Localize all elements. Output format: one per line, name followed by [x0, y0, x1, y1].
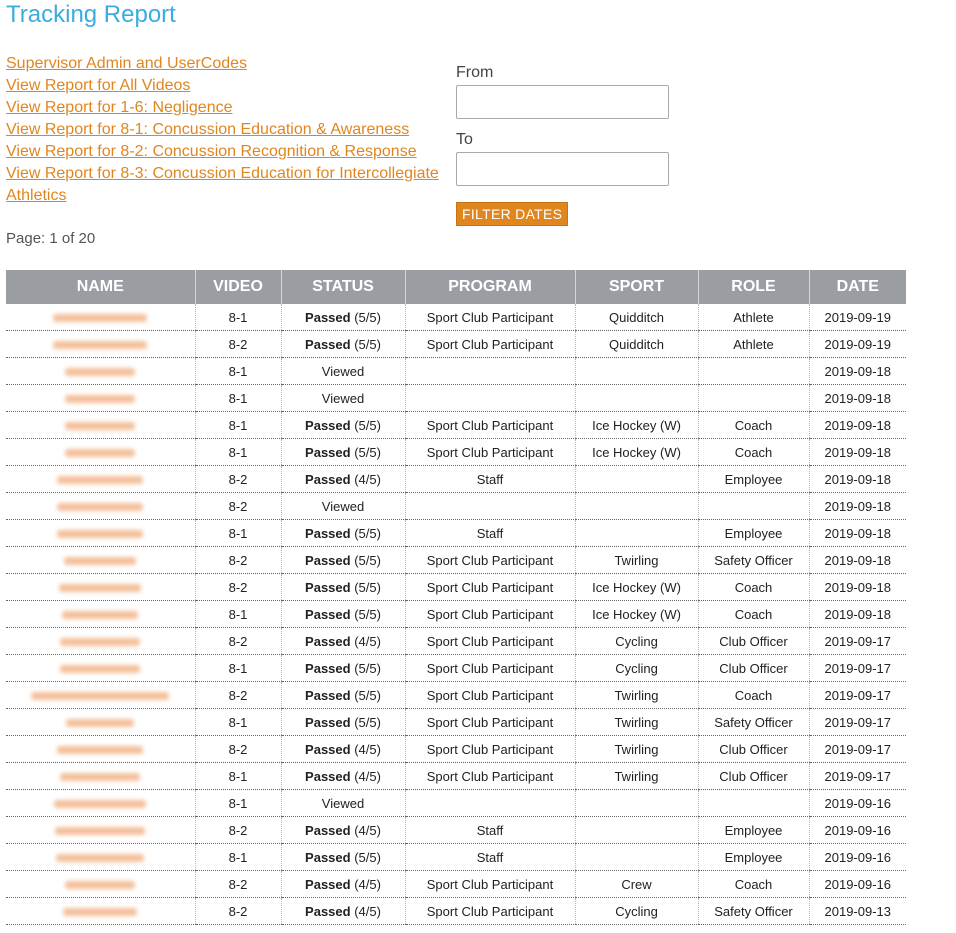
cell-status	[281, 790, 405, 817]
table-row	[6, 412, 906, 439]
blurred-name	[53, 314, 147, 322]
status-text: Passed	[305, 768, 351, 784]
cell-program: Sport Club Participant	[405, 439, 575, 466]
cell-sport: Ice Hockey (W)	[575, 601, 698, 628]
cell-program	[405, 790, 575, 817]
cell-sport	[575, 817, 698, 844]
cell-status	[281, 763, 405, 790]
cell-date: 2019-09-18	[809, 412, 906, 439]
cell-sport: Ice Hockey (W)	[575, 439, 698, 466]
blurred-name	[57, 530, 143, 538]
cell-date: 2019-09-18	[809, 385, 906, 412]
table-row	[6, 790, 906, 817]
status-score: (4/5)	[354, 903, 381, 919]
status-score: (5/5)	[354, 336, 381, 352]
table-row	[6, 493, 906, 520]
table-body	[6, 304, 906, 925]
cell-program: Staff	[405, 817, 575, 844]
status-text: Viewed	[321, 363, 365, 379]
cell-program: Sport Club Participant	[405, 412, 575, 439]
col-header-role[interactable]: ROLE	[698, 270, 809, 304]
cell-date: 2019-09-17	[809, 736, 906, 763]
table-row	[6, 763, 906, 790]
status-score: (5/5)	[354, 606, 381, 622]
cell-video: 8-1	[195, 844, 281, 871]
table-row	[6, 520, 906, 547]
cell-date: 2019-09-17	[809, 628, 906, 655]
status-score: (5/5)	[354, 579, 381, 595]
cell-role: Coach	[698, 439, 809, 466]
cell-video: 8-1	[195, 439, 281, 466]
cell-date: 2019-09-19	[809, 331, 906, 358]
cell-sport: Twirling	[575, 547, 698, 574]
cell-name[interactable]	[6, 763, 195, 790]
cell-name[interactable]	[6, 412, 195, 439]
to-label: To	[456, 131, 473, 148]
cell-date: 2019-09-19	[809, 304, 906, 331]
tracking-table	[6, 270, 906, 925]
cell-sport	[575, 520, 698, 547]
cell-role: Employee	[698, 817, 809, 844]
cell-role: Athlete	[698, 331, 809, 358]
cell-status	[281, 331, 405, 358]
cell-video: 8-2	[195, 682, 281, 709]
cell-date: 2019-09-17	[809, 655, 906, 682]
cell-name[interactable]	[6, 709, 195, 736]
cell-role: Coach	[698, 871, 809, 898]
status-text: Passed	[305, 822, 351, 838]
blurred-name	[54, 800, 146, 808]
cell-status	[281, 682, 405, 709]
cell-name[interactable]	[6, 331, 195, 358]
cell-status	[281, 493, 405, 520]
col-header-program[interactable]: PROGRAM	[405, 270, 575, 304]
status-text: Passed	[305, 687, 351, 703]
report-links	[6, 53, 446, 207]
page-title: Tracking Report	[6, 1, 176, 28]
cell-program: Sport Club Participant	[405, 304, 575, 331]
status-text: Passed	[305, 741, 351, 757]
cell-video: 8-1	[195, 520, 281, 547]
cell-role: Athlete	[698, 304, 809, 331]
cell-program: Sport Club Participant	[405, 547, 575, 574]
status-score: (5/5)	[354, 714, 381, 730]
cell-date: 2019-09-16	[809, 871, 906, 898]
cell-status	[281, 574, 405, 601]
status-score: (5/5)	[354, 444, 381, 460]
date-filter-form	[456, 63, 676, 226]
status-text: Passed	[305, 336, 351, 352]
cell-name[interactable]	[6, 601, 195, 628]
blurred-name	[65, 395, 135, 403]
status-text: Viewed	[321, 795, 365, 811]
cell-sport: Twirling	[575, 736, 698, 763]
cell-role	[698, 385, 809, 412]
cell-program: Staff	[405, 466, 575, 493]
cell-status	[281, 520, 405, 547]
cell-sport: Cycling	[575, 628, 698, 655]
cell-name[interactable]	[6, 844, 195, 871]
cell-program: Sport Club Participant	[405, 898, 575, 925]
link-report-8-1[interactable]: View Report for 8-1: Concussion Education & Awareness	[6, 121, 410, 138]
blurred-name	[53, 341, 147, 349]
cell-role: Employee	[698, 844, 809, 871]
cell-program: Sport Club Participant	[405, 628, 575, 655]
table-row	[6, 574, 906, 601]
status-score: (4/5)	[354, 633, 381, 649]
cell-date: 2019-09-17	[809, 709, 906, 736]
link-report-1-6[interactable]: View Report for 1-6: Negligence	[6, 99, 233, 116]
cell-status	[281, 871, 405, 898]
cell-sport: Twirling	[575, 709, 698, 736]
table-row	[6, 601, 906, 628]
status-text: Passed	[305, 876, 351, 892]
cell-name[interactable]	[6, 790, 195, 817]
blurred-name	[65, 881, 135, 889]
status-score: (4/5)	[354, 822, 381, 838]
to-date-input[interactable]	[456, 152, 669, 186]
cell-role: Employee	[698, 466, 809, 493]
table-row	[6, 817, 906, 844]
cell-program: Sport Club Participant	[405, 601, 575, 628]
cell-status	[281, 709, 405, 736]
link-supervisor-admin[interactable]: Supervisor Admin and UserCodes	[6, 55, 248, 72]
cell-role: Coach	[698, 412, 809, 439]
cell-status	[281, 898, 405, 925]
table-row	[6, 844, 906, 871]
blurred-name	[57, 503, 143, 511]
cell-program: Sport Club Participant	[405, 736, 575, 763]
table-row	[6, 385, 906, 412]
col-header-date[interactable]: DATE	[809, 270, 906, 304]
cell-role: Employee	[698, 520, 809, 547]
cell-status	[281, 412, 405, 439]
cell-role: Safety Officer	[698, 709, 809, 736]
status-score: (4/5)	[354, 741, 381, 757]
cell-status	[281, 466, 405, 493]
cell-name[interactable]	[6, 898, 195, 925]
cell-date: 2019-09-13	[809, 898, 906, 925]
cell-sport	[575, 358, 698, 385]
cell-sport: Twirling	[575, 763, 698, 790]
cell-status	[281, 817, 405, 844]
blurred-name	[59, 584, 141, 592]
cell-program: Sport Club Participant	[405, 871, 575, 898]
table-row	[6, 547, 906, 574]
table-row	[6, 358, 906, 385]
status-text: Passed	[305, 606, 351, 622]
blurred-name	[56, 854, 144, 862]
cell-video: 8-2	[195, 574, 281, 601]
table-row	[6, 682, 906, 709]
cell-sport: Twirling	[575, 682, 698, 709]
cell-sport	[575, 790, 698, 817]
cell-name[interactable]	[6, 547, 195, 574]
cell-role: Club Officer	[698, 655, 809, 682]
cell-sport	[575, 466, 698, 493]
cell-video: 8-2	[195, 331, 281, 358]
status-text: Passed	[305, 849, 351, 865]
cell-status	[281, 547, 405, 574]
cell-role	[698, 493, 809, 520]
cell-status	[281, 385, 405, 412]
link-report-8-3[interactable]: View Report for 8-3: Concussion Education for Intercollegiate Athletics	[6, 165, 439, 204]
table-row	[6, 304, 906, 331]
blurred-name	[60, 638, 140, 646]
blurred-name	[63, 908, 137, 916]
cell-sport: Crew	[575, 871, 698, 898]
cell-role: Coach	[698, 574, 809, 601]
cell-video: 8-2	[195, 493, 281, 520]
link-report-all-videos[interactable]: View Report for All Videos	[6, 77, 191, 94]
status-text: Viewed	[321, 498, 365, 514]
blurred-name	[57, 746, 143, 754]
cell-date: 2019-09-18	[809, 574, 906, 601]
cell-status	[281, 844, 405, 871]
blurred-name	[60, 665, 140, 673]
cell-sport: Ice Hockey (W)	[575, 412, 698, 439]
cell-sport: Quidditch	[575, 304, 698, 331]
cell-program: Sport Club Participant	[405, 763, 575, 790]
status-score: (4/5)	[354, 768, 381, 784]
cell-date: 2019-09-18	[809, 439, 906, 466]
cell-date: 2019-09-18	[809, 547, 906, 574]
cell-role: Coach	[698, 682, 809, 709]
status-text: Passed	[305, 471, 351, 487]
cell-role: Safety Officer	[698, 547, 809, 574]
cell-sport: Cycling	[575, 898, 698, 925]
cell-video: 8-2	[195, 871, 281, 898]
cell-name[interactable]	[6, 817, 195, 844]
cell-date: 2019-09-16	[809, 817, 906, 844]
cell-program	[405, 493, 575, 520]
cell-program: Sport Club Participant	[405, 574, 575, 601]
cell-program: Staff	[405, 844, 575, 871]
table-row	[6, 466, 906, 493]
status-text: Passed	[305, 444, 351, 460]
status-score: (5/5)	[354, 309, 381, 325]
cell-video: 8-1	[195, 358, 281, 385]
status-score: (5/5)	[354, 849, 381, 865]
table-row	[6, 331, 906, 358]
cell-name[interactable]	[6, 385, 195, 412]
blurred-name	[64, 557, 136, 565]
table-row	[6, 871, 906, 898]
cell-role: Club Officer	[698, 628, 809, 655]
status-text: Passed	[305, 579, 351, 595]
status-text: Viewed	[321, 390, 365, 406]
status-score: (5/5)	[354, 417, 381, 433]
cell-date: 2019-09-18	[809, 601, 906, 628]
cell-date: 2019-09-18	[809, 520, 906, 547]
cell-video: 8-1	[195, 412, 281, 439]
table-row	[6, 736, 906, 763]
status-score: (4/5)	[354, 876, 381, 892]
cell-name[interactable]	[6, 439, 195, 466]
cell-role: Coach	[698, 601, 809, 628]
pagination-info: Page: 1 of 20	[6, 230, 96, 247]
cell-video: 8-1	[195, 655, 281, 682]
cell-role	[698, 790, 809, 817]
cell-name[interactable]	[6, 358, 195, 385]
cell-date: 2019-09-16	[809, 790, 906, 817]
cell-name[interactable]	[6, 628, 195, 655]
cell-video: 8-2	[195, 898, 281, 925]
filter-dates-button[interactable]: FILTER DATES	[456, 202, 568, 226]
cell-video: 8-1	[195, 763, 281, 790]
blurred-name	[65, 449, 135, 457]
cell-status	[281, 304, 405, 331]
cell-name[interactable]	[6, 304, 195, 331]
table-row	[6, 655, 906, 682]
cell-date: 2019-09-18	[809, 466, 906, 493]
status-score: (5/5)	[354, 660, 381, 676]
col-header-name[interactable]: NAME	[6, 270, 195, 304]
cell-video: 8-2	[195, 547, 281, 574]
cell-name[interactable]	[6, 682, 195, 709]
status-text: Passed	[305, 417, 351, 433]
cell-program	[405, 385, 575, 412]
status-score: (5/5)	[354, 552, 381, 568]
cell-sport: Cycling	[575, 655, 698, 682]
cell-video: 8-1	[195, 709, 281, 736]
cell-date: 2019-09-17	[809, 682, 906, 709]
cell-video: 8-2	[195, 466, 281, 493]
col-header-video[interactable]: VIDEO	[195, 270, 281, 304]
blurred-name	[66, 719, 134, 727]
from-label: From	[456, 64, 494, 81]
cell-status	[281, 358, 405, 385]
table-row	[6, 628, 906, 655]
table-row	[6, 898, 906, 925]
status-text: Passed	[305, 903, 351, 919]
status-text: Passed	[305, 552, 351, 568]
cell-sport: Quidditch	[575, 331, 698, 358]
status-text: Passed	[305, 660, 351, 676]
from-date-input[interactable]	[456, 85, 669, 119]
blurred-name	[62, 611, 138, 619]
cell-sport: Ice Hockey (W)	[575, 574, 698, 601]
status-score: (5/5)	[354, 525, 381, 541]
cell-name[interactable]	[6, 871, 195, 898]
cell-status	[281, 601, 405, 628]
col-header-sport[interactable]: SPORT	[575, 270, 698, 304]
blurred-name	[31, 692, 169, 700]
cell-name[interactable]	[6, 736, 195, 763]
cell-date: 2019-09-18	[809, 358, 906, 385]
cell-date: 2019-09-18	[809, 493, 906, 520]
cell-program: Sport Club Participant	[405, 682, 575, 709]
cell-sport	[575, 385, 698, 412]
status-text: Passed	[305, 714, 351, 730]
blurred-name	[65, 368, 135, 376]
table-row	[6, 439, 906, 466]
status-score: (5/5)	[354, 687, 381, 703]
status-text: Passed	[305, 525, 351, 541]
cell-name[interactable]	[6, 466, 195, 493]
cell-program: Staff	[405, 520, 575, 547]
cell-video: 8-1	[195, 601, 281, 628]
link-report-8-2[interactable]: View Report for 8-2: Concussion Recognition & Response	[6, 143, 417, 160]
cell-name[interactable]	[6, 520, 195, 547]
cell-program: Sport Club Participant	[405, 709, 575, 736]
blurred-name	[55, 827, 145, 835]
cell-video: 8-1	[195, 790, 281, 817]
cell-status	[281, 628, 405, 655]
blurred-name	[65, 422, 135, 430]
cell-video: 8-2	[195, 628, 281, 655]
col-header-status[interactable]: STATUS	[281, 270, 405, 304]
cell-video: 8-1	[195, 304, 281, 331]
cell-date: 2019-09-16	[809, 844, 906, 871]
cell-program: Sport Club Participant	[405, 331, 575, 358]
cell-video: 8-1	[195, 385, 281, 412]
cell-role: Club Officer	[698, 736, 809, 763]
cell-program: Sport Club Participant	[405, 655, 575, 682]
cell-role: Safety Officer	[698, 898, 809, 925]
table-row	[6, 709, 906, 736]
cell-video: 8-2	[195, 736, 281, 763]
cell-sport	[575, 844, 698, 871]
cell-status	[281, 439, 405, 466]
cell-role	[698, 358, 809, 385]
cell-role: Club Officer	[698, 763, 809, 790]
cell-name[interactable]	[6, 493, 195, 520]
blurred-name	[60, 773, 140, 781]
cell-name[interactable]	[6, 574, 195, 601]
cell-program	[405, 358, 575, 385]
table-header-row	[6, 270, 906, 304]
status-text: Passed	[305, 633, 351, 649]
cell-sport	[575, 493, 698, 520]
cell-status	[281, 655, 405, 682]
blurred-name	[57, 476, 143, 484]
cell-status	[281, 736, 405, 763]
cell-name[interactable]	[6, 655, 195, 682]
status-text: Passed	[305, 309, 351, 325]
cell-video: 8-2	[195, 817, 281, 844]
cell-date: 2019-09-17	[809, 763, 906, 790]
status-score: (4/5)	[354, 471, 381, 487]
